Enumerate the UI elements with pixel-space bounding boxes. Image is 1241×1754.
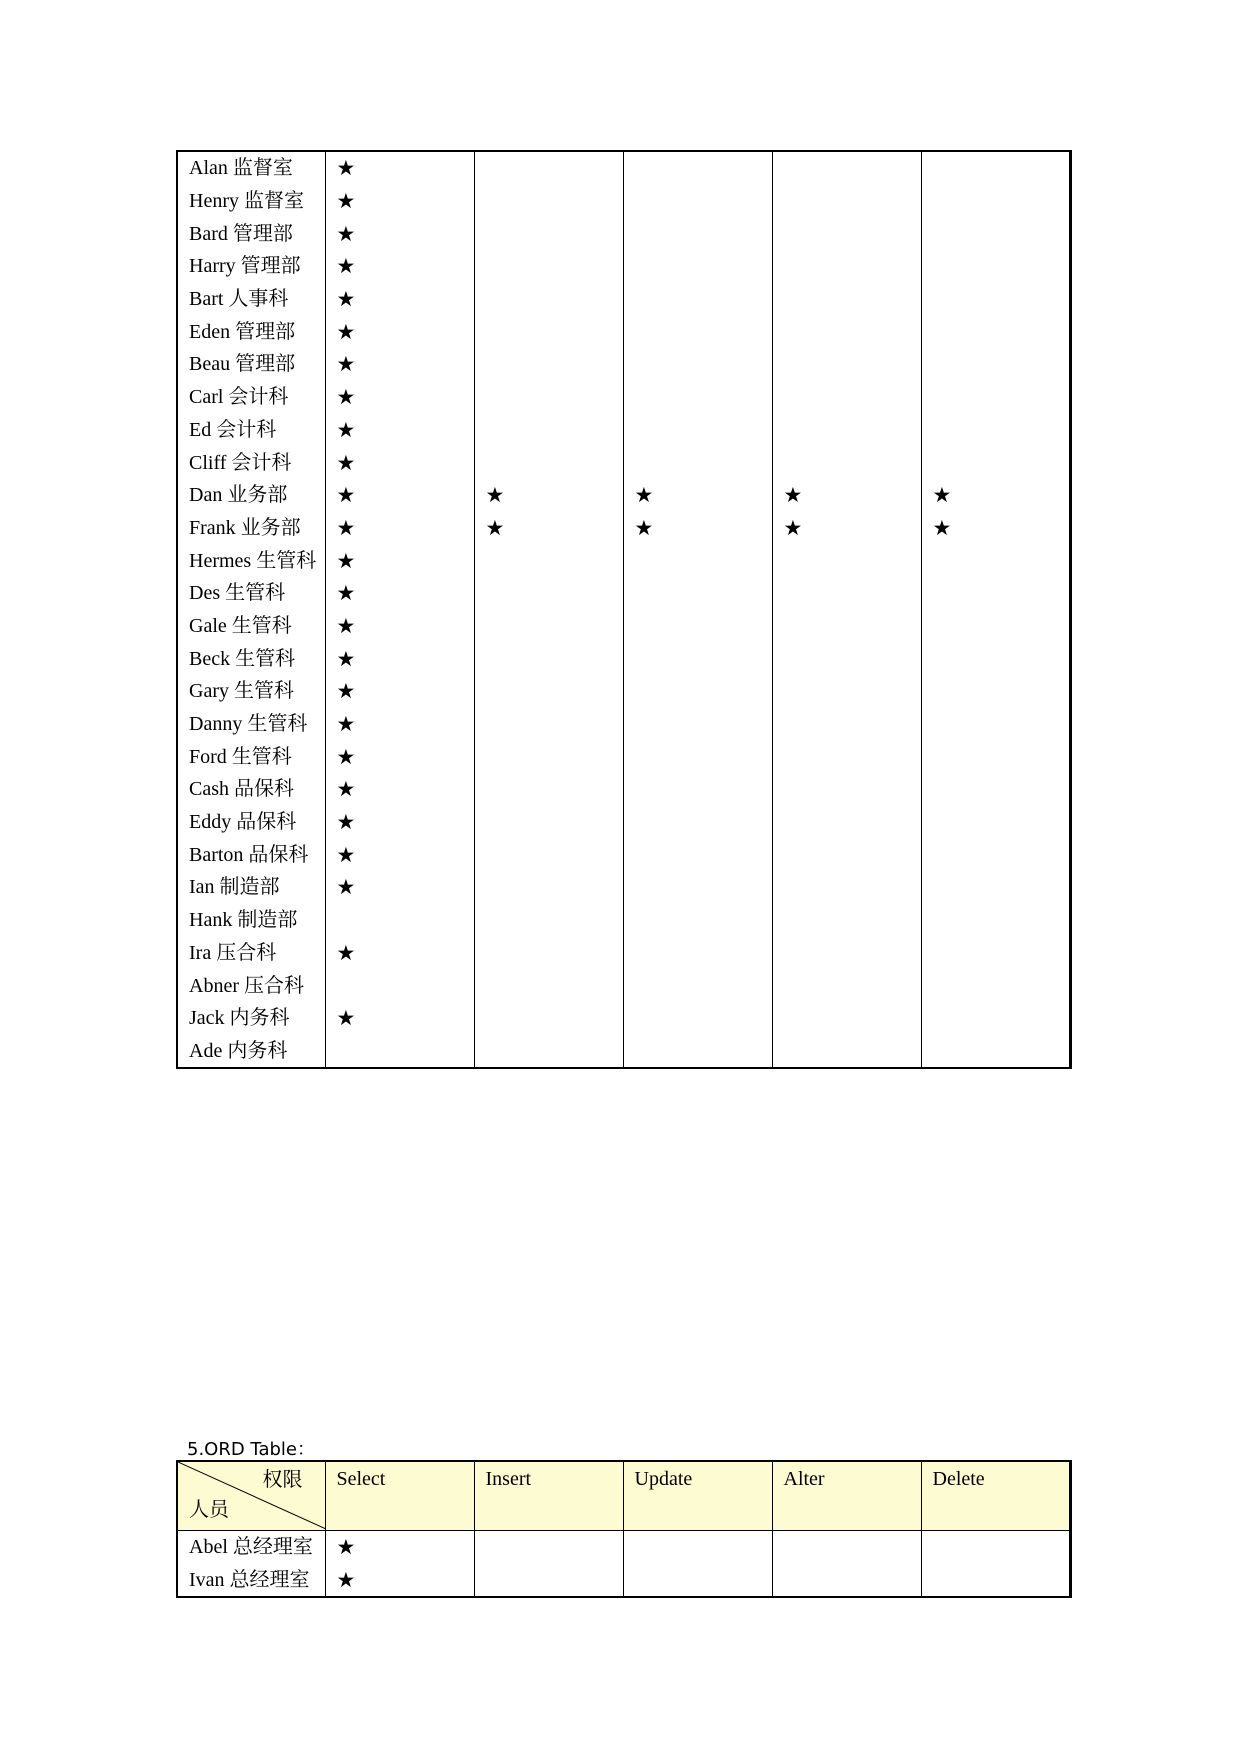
- permission-cell: ★: [325, 610, 474, 643]
- permission-cell: [772, 773, 921, 806]
- permission-cell: ★: [325, 937, 474, 970]
- permission-cell: [623, 904, 772, 937]
- person-cell: Dan 业务部: [177, 479, 325, 512]
- table-row: [177, 708, 1070, 741]
- table-row: [177, 642, 1070, 675]
- table-row: [177, 1002, 1070, 1035]
- permission-cell: ★: [325, 315, 474, 348]
- permission-cell: [623, 642, 772, 675]
- permission-cell: [921, 577, 1070, 610]
- permission-cell: ★: [325, 871, 474, 904]
- permission-cell: ★: [474, 479, 623, 512]
- permission-cell: ★: [921, 479, 1070, 512]
- permission-cell: [623, 151, 772, 185]
- permission-cell: [474, 773, 623, 806]
- permission-cell: ★: [325, 773, 474, 806]
- table-row: [177, 577, 1070, 610]
- permission-cell: [474, 283, 623, 316]
- person-cell: Ian 制造部: [177, 871, 325, 904]
- header-row: [177, 1461, 1070, 1531]
- table-row: [177, 512, 1070, 545]
- ord-table-body: [177, 1531, 1070, 1598]
- permission-table-body: [177, 151, 1070, 1068]
- person-cell: Ivan 总经理室: [177, 1564, 325, 1598]
- person-cell: Gale 生管科: [177, 610, 325, 643]
- permission-cell: ★: [325, 479, 474, 512]
- table-row: [177, 610, 1070, 643]
- person-cell: Hank 制造部: [177, 904, 325, 937]
- permission-cell: ★: [474, 512, 623, 545]
- permission-cell: [921, 708, 1070, 741]
- person-cell: Frank 业务部: [177, 512, 325, 545]
- permission-cell: ★: [325, 283, 474, 316]
- header-alter: Alter: [772, 1461, 921, 1531]
- permission-cell: [772, 740, 921, 773]
- permission-cell: [921, 740, 1070, 773]
- permission-cell: ★: [921, 512, 1070, 545]
- permission-cell: [474, 675, 623, 708]
- person-cell: Eddy 品保科: [177, 806, 325, 839]
- permission-cell: [474, 904, 623, 937]
- permission-cell: [474, 577, 623, 610]
- permission-cell: [921, 806, 1070, 839]
- permission-cell: ★: [325, 446, 474, 479]
- person-cell: Cash 品保科: [177, 773, 325, 806]
- permission-cell: ★: [325, 414, 474, 447]
- table-row: [177, 315, 1070, 348]
- permission-cell: ★: [325, 348, 474, 381]
- permission-cell: [921, 1035, 1070, 1069]
- person-cell: Abner 压合科: [177, 969, 325, 1002]
- permission-cell: [772, 315, 921, 348]
- permission-cell: [772, 414, 921, 447]
- person-cell: Jack 内务科: [177, 1002, 325, 1035]
- permission-cell: [772, 544, 921, 577]
- permission-cell: [623, 1564, 772, 1598]
- permission-cell: [772, 642, 921, 675]
- permission-cell: ★: [325, 675, 474, 708]
- permission-cell: [474, 414, 623, 447]
- permission-cell: [623, 348, 772, 381]
- permission-cell: [474, 740, 623, 773]
- permission-cell: [772, 1531, 921, 1564]
- permission-cell: [921, 610, 1070, 643]
- permission-cell: [623, 708, 772, 741]
- table-row: [177, 1531, 1070, 1564]
- person-cell: Ade 内务科: [177, 1035, 325, 1069]
- permission-cell: [474, 1035, 623, 1069]
- permission-cell: ★: [623, 512, 772, 545]
- table-row: [177, 381, 1070, 414]
- person-cell: Alan 监督室: [177, 151, 325, 185]
- table-row: [177, 675, 1070, 708]
- permission-cell: [474, 806, 623, 839]
- table-row: [177, 544, 1070, 577]
- permission-cell: [772, 1002, 921, 1035]
- permission-cell: [772, 381, 921, 414]
- permission-cell: [921, 1002, 1070, 1035]
- permission-cell: [921, 381, 1070, 414]
- permission-cell: [921, 1564, 1070, 1598]
- permission-cell: [474, 315, 623, 348]
- permission-cell: [921, 871, 1070, 904]
- permission-cell: [623, 414, 772, 447]
- person-cell: Harry 管理部: [177, 250, 325, 283]
- permission-cell: [921, 185, 1070, 218]
- table-row: [177, 904, 1070, 937]
- permission-cell: [772, 937, 921, 970]
- permission-cell: [474, 642, 623, 675]
- permission-cell: ★: [623, 479, 772, 512]
- header-delete: Delete: [921, 1461, 1070, 1531]
- person-cell: Beck 生管科: [177, 642, 325, 675]
- permission-cell: ★: [325, 806, 474, 839]
- permission-cell: [921, 283, 1070, 316]
- permission-cell: [623, 315, 772, 348]
- header-select: Select: [325, 1461, 474, 1531]
- table-row: [177, 250, 1070, 283]
- permission-cell: [474, 381, 623, 414]
- permission-cell: [474, 871, 623, 904]
- permission-cell: [623, 446, 772, 479]
- permission-cell: ★: [772, 479, 921, 512]
- permission-cell: [772, 675, 921, 708]
- person-cell: Eden 管理部: [177, 315, 325, 348]
- permission-cell: [772, 250, 921, 283]
- permission-cell: [325, 1035, 474, 1069]
- person-cell: Bart 人事科: [177, 283, 325, 316]
- person-cell: Cliff 会计科: [177, 446, 325, 479]
- permission-cell: [623, 675, 772, 708]
- person-cell: Danny 生管科: [177, 708, 325, 741]
- permission-cell: [623, 283, 772, 316]
- person-cell: Ford 生管科: [177, 740, 325, 773]
- person-cell: Abel 总经理室: [177, 1531, 325, 1564]
- table-row: [177, 283, 1070, 316]
- permission-cell: [772, 969, 921, 1002]
- permission-cell: [772, 1564, 921, 1598]
- permission-cell: [623, 381, 772, 414]
- permission-cell: ★: [325, 151, 474, 185]
- corner-header-personnel: 人员: [189, 1499, 229, 1521]
- permission-cell: [921, 544, 1070, 577]
- permission-cell: [474, 838, 623, 871]
- permission-table-continued: [176, 150, 1072, 1069]
- person-cell: Henry 监督室: [177, 185, 325, 218]
- permission-cell: [474, 969, 623, 1002]
- permission-cell: [623, 577, 772, 610]
- permission-cell: [474, 708, 623, 741]
- permission-cell: [921, 838, 1070, 871]
- permission-cell: [623, 217, 772, 250]
- permission-cell: [623, 185, 772, 218]
- permission-cell: ★: [772, 512, 921, 545]
- permission-cell: [921, 446, 1070, 479]
- permission-cell: [623, 773, 772, 806]
- permission-cell: [772, 871, 921, 904]
- permission-cell: [921, 151, 1070, 185]
- permission-cell: [623, 610, 772, 643]
- permission-cell: [772, 904, 921, 937]
- permission-cell: [772, 185, 921, 218]
- permission-cell: [474, 250, 623, 283]
- permission-cell: [772, 806, 921, 839]
- permission-cell: [921, 937, 1070, 970]
- permission-cell: [623, 871, 772, 904]
- permission-cell: [921, 217, 1070, 250]
- permission-cell: [772, 151, 921, 185]
- person-cell: Gary 生管科: [177, 675, 325, 708]
- permission-cell: ★: [325, 1564, 474, 1598]
- permission-cell: [921, 773, 1070, 806]
- permission-cell: ★: [325, 838, 474, 871]
- permission-cell: ★: [325, 708, 474, 741]
- permission-cell: [921, 675, 1070, 708]
- permission-cell: ★: [325, 185, 474, 218]
- permission-cell: [474, 348, 623, 381]
- person-cell: Ira 压合科: [177, 937, 325, 970]
- table-row: [177, 871, 1070, 904]
- permission-cell: [474, 217, 623, 250]
- permission-cell: [474, 1531, 623, 1564]
- permission-cell: [623, 740, 772, 773]
- header-insert: Insert: [474, 1461, 623, 1531]
- table-row: [177, 838, 1070, 871]
- ord-permission-table: [176, 1460, 1072, 1598]
- permission-cell: [921, 348, 1070, 381]
- permission-cell: [623, 1002, 772, 1035]
- table-row: [177, 414, 1070, 447]
- permission-cell: [772, 610, 921, 643]
- permission-cell: [772, 217, 921, 250]
- table-row: [177, 740, 1070, 773]
- permission-cell: [921, 904, 1070, 937]
- permission-cell: [921, 642, 1070, 675]
- permission-cell: ★: [325, 577, 474, 610]
- permission-cell: ★: [325, 250, 474, 283]
- permission-cell: [474, 610, 623, 643]
- permission-cell: [772, 1035, 921, 1069]
- permission-cell: ★: [325, 381, 474, 414]
- table-row: [177, 969, 1070, 1002]
- permission-cell: [474, 185, 623, 218]
- permission-cell: [325, 969, 474, 1002]
- permission-cell: [921, 315, 1070, 348]
- permission-cell: [921, 969, 1070, 1002]
- table-row: [177, 446, 1070, 479]
- person-cell: Beau 管理部: [177, 348, 325, 381]
- permission-cell: [921, 1531, 1070, 1564]
- table-row: [177, 348, 1070, 381]
- permission-cell: ★: [325, 740, 474, 773]
- permission-cell: [623, 1531, 772, 1564]
- permission-cell: ★: [325, 642, 474, 675]
- permission-cell: [772, 348, 921, 381]
- permission-cell: [772, 708, 921, 741]
- table-row: [177, 937, 1070, 970]
- permission-cell: [325, 904, 474, 937]
- permission-cell: [623, 969, 772, 1002]
- person-cell: Carl 会计科: [177, 381, 325, 414]
- permission-cell: [474, 151, 623, 185]
- permission-cell: ★: [325, 1002, 474, 1035]
- table-row: [177, 806, 1070, 839]
- table-row: [177, 1564, 1070, 1598]
- person-cell: Ed 会计科: [177, 414, 325, 447]
- permission-cell: [623, 1035, 772, 1069]
- permission-cell: [474, 544, 623, 577]
- person-cell: Des 生管科: [177, 577, 325, 610]
- person-cell: Bard 管理部: [177, 217, 325, 250]
- corner-header-permission: 权限: [262, 1469, 303, 1491]
- section-caption: 5.ORD Table：: [187, 1439, 315, 1460]
- corner-header-cell: [177, 1461, 325, 1531]
- permission-cell: [921, 250, 1070, 283]
- permission-cell: ★: [325, 544, 474, 577]
- person-cell: Barton 品保科: [177, 838, 325, 871]
- table-row: [177, 479, 1070, 512]
- permission-cell: [772, 838, 921, 871]
- permission-cell: [474, 1564, 623, 1598]
- permission-cell: [623, 937, 772, 970]
- table-row: [177, 773, 1070, 806]
- table-row: [177, 185, 1070, 218]
- person-cell: Hermes 生管科: [177, 544, 325, 577]
- permission-cell: [772, 446, 921, 479]
- header-update: Update: [623, 1461, 772, 1531]
- table-row: [177, 151, 1070, 185]
- permission-cell: [623, 250, 772, 283]
- permission-cell: ★: [325, 512, 474, 545]
- permission-cell: [623, 544, 772, 577]
- permission-cell: [623, 838, 772, 871]
- table-row: [177, 217, 1070, 250]
- permission-cell: [623, 806, 772, 839]
- permission-cell: [772, 283, 921, 316]
- permission-cell: ★: [325, 1531, 474, 1564]
- permission-cell: [921, 414, 1070, 447]
- table-row: [177, 1035, 1070, 1069]
- permission-cell: [772, 577, 921, 610]
- permission-cell: [474, 1002, 623, 1035]
- permission-cell: [474, 446, 623, 479]
- permission-cell: ★: [325, 217, 474, 250]
- permission-cell: [474, 937, 623, 970]
